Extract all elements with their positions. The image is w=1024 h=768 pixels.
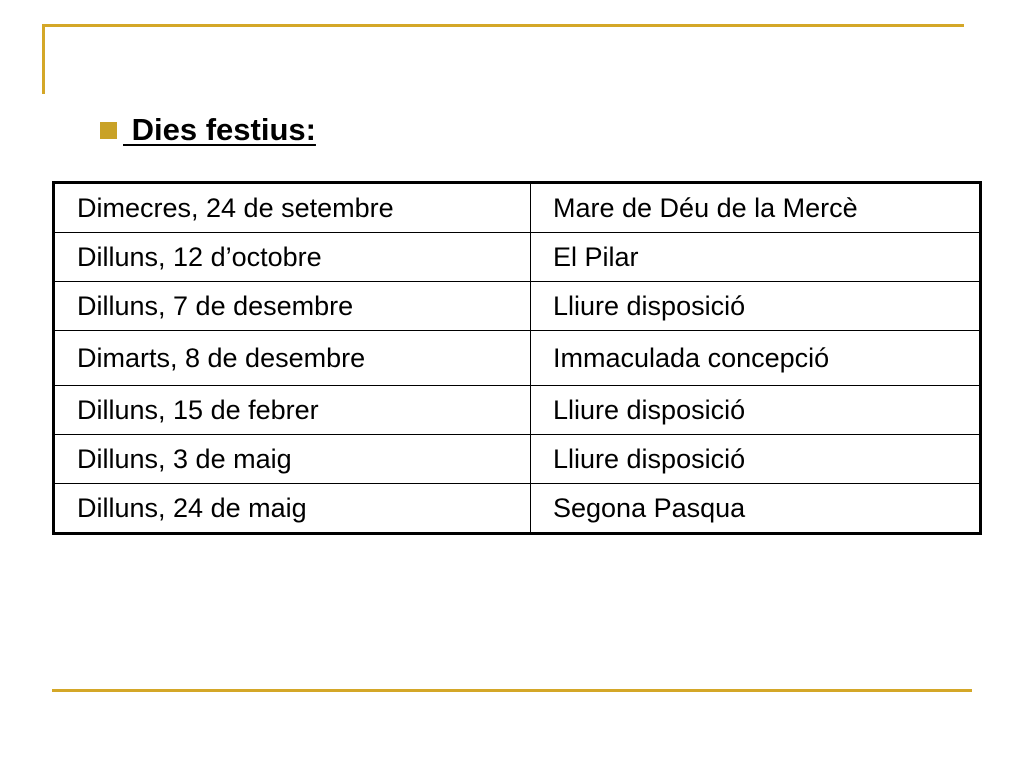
holiday-description: El Pilar: [531, 233, 981, 282]
holiday-date: Dimecres, 24 de setembre: [54, 183, 531, 233]
holiday-description: Immaculada concepció: [531, 331, 981, 386]
table-row: [54, 484, 981, 534]
holiday-date: Dimarts, 8 de desembre: [54, 331, 531, 386]
holiday-description: Segona Pasqua: [531, 484, 981, 534]
table-row: [54, 282, 981, 331]
holiday-date: Dilluns, 24 de maig: [54, 484, 531, 534]
holiday-description: Lliure disposició: [531, 282, 981, 331]
holiday-date: Dilluns, 7 de desembre: [54, 282, 531, 331]
holiday-description: Lliure disposició: [531, 435, 981, 484]
holiday-date: Dilluns, 3 de maig: [54, 435, 531, 484]
holiday-date: Dilluns, 15 de febrer: [54, 386, 531, 435]
table-row: [54, 435, 981, 484]
heading-row: [100, 110, 316, 150]
table-row: [54, 183, 981, 233]
holiday-date: Dilluns, 12 d’octobre: [54, 233, 531, 282]
holiday-table: [52, 181, 982, 535]
holiday-description: Mare de Déu de la Mercè: [531, 183, 981, 233]
table-row: [54, 331, 981, 386]
table-row: [54, 233, 981, 282]
bottom-accent-line: [52, 689, 972, 692]
table-row: [54, 386, 981, 435]
top-accent-line: [42, 24, 964, 27]
square-bullet-icon: [100, 122, 117, 139]
left-accent-line: [42, 24, 45, 94]
holiday-description: Lliure disposició: [531, 386, 981, 435]
slide-heading: Dies festius:: [123, 112, 316, 147]
